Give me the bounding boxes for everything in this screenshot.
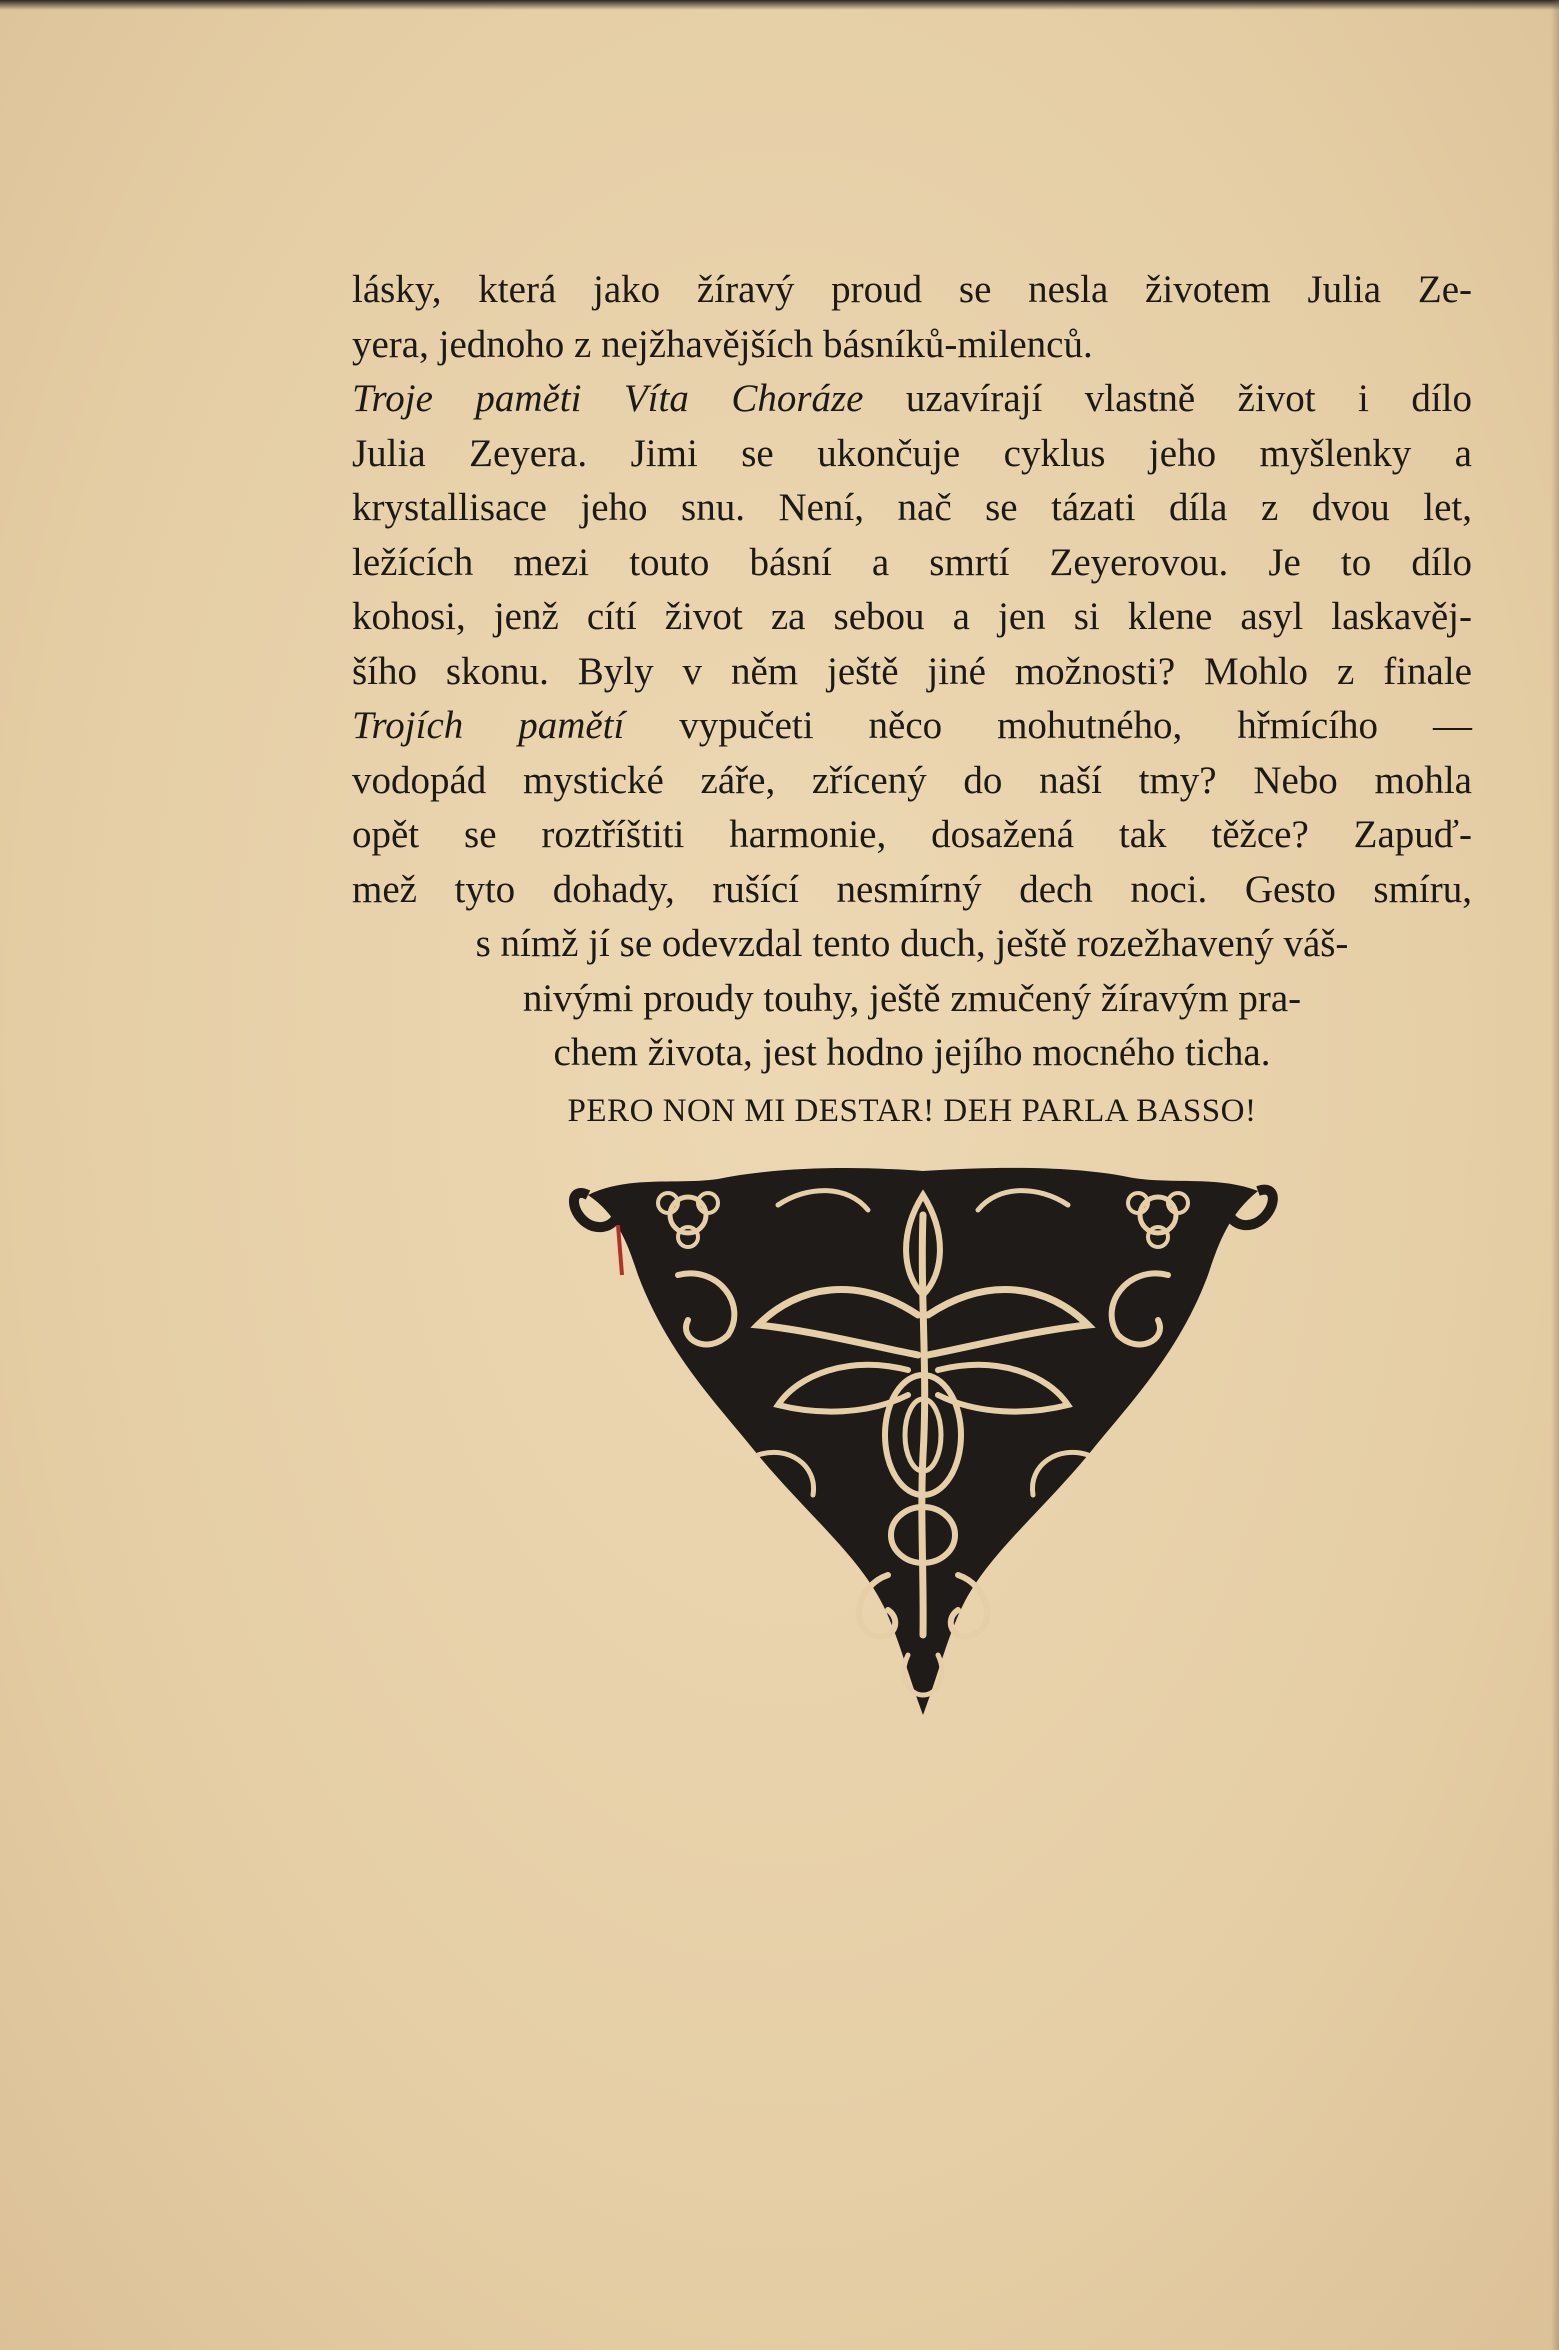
text-line: vodopád mystické záře, zřícený do naší tmy? Nebo mohla [352, 758, 1472, 802]
text-line: Julia Zeyera. Jimi se ukončuje cyklus jeho myšlenky a [352, 431, 1472, 475]
text-line: yera, jednoho z nejžhavějších básníků-milenců. [352, 322, 1093, 366]
text-line: chem života, jest hodno jejího mocného ticha. [553, 1031, 1271, 1074]
text-line: šího skonu. Byly v něm ještě jiné možnosti? Mohlo z finale [352, 649, 1472, 693]
italic-title: Trojích pamětí [352, 704, 625, 747]
page-right-edge [1551, 0, 1559, 2350]
text-line: kohosi, jenž cítí život za sebou a jen si klene asyl laskavěj- [352, 595, 1472, 638]
motto: PERO NON MI DESTAR! DEH PARLA BASSO! [567, 1092, 1257, 1129]
text-line: nivými proudy touhy, ještě zmučený žíravým pra- [522, 976, 1302, 1020]
text-block [352, 263, 1472, 1135]
page-top-edge [0, 0, 1559, 10]
text-run: uzavírají vlastně život i dílo [863, 377, 1472, 420]
text-line: lásky, která jako žíravý proud se nesla životem Julia Ze- [352, 268, 1472, 311]
text-line [352, 699, 1472, 754]
text-line: mež tyto dohady, rušící nesmírný dech noci. Gesto smíru, [352, 867, 1472, 911]
text-line: krystallisace jeho snu. Není, nač se tázati díla z dvou let, [352, 486, 1472, 529]
text-line: opět se roztříštiti harmonie, dosažená tak těžce? Zapuď- [352, 813, 1472, 856]
text-run: vypučeti něco mohutného, hřmícího — [624, 704, 1472, 747]
floral-vignette-icon [568, 1155, 1278, 1725]
italic-title: Troje paměti Víta Choráze [352, 377, 864, 420]
text-line: ležících mezi touto básní a smrtí Zeyerovou. Je to dílo [352, 540, 1472, 584]
text-line: s nímž jí se odevzdal tento duch, ještě rozežhavený váš- [475, 922, 1349, 965]
text-line [352, 372, 1472, 427]
